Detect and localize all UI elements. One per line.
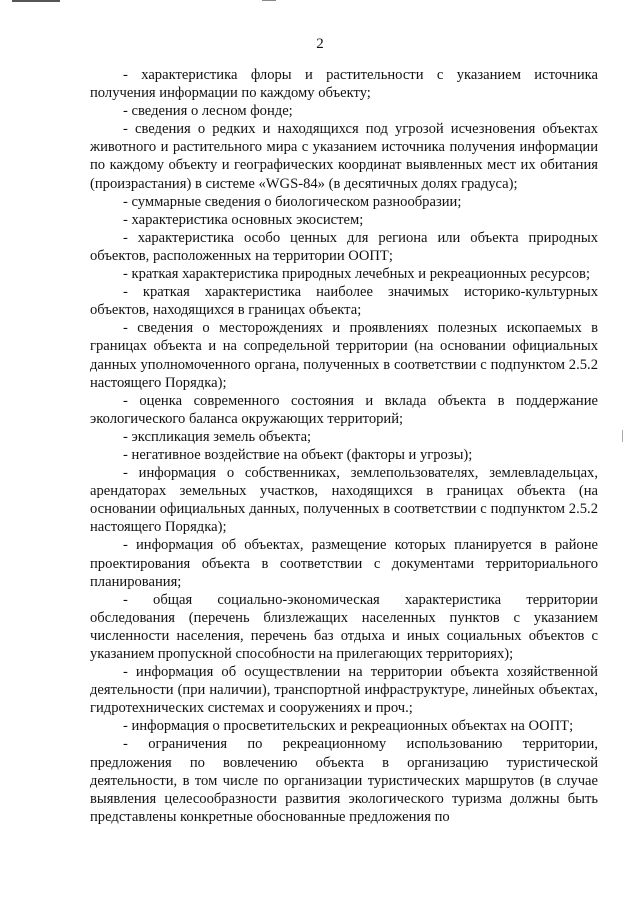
- list-item: - характеристика флоры и растительности с указанием источника получения информации по каждому объекту;: [90, 67, 598, 102]
- scan-artifact: [12, 0, 60, 2]
- list-item: - краткая характеристика природных лечебных и рекреационных ресурсов;: [123, 266, 591, 283]
- list-item: - общая социально-экономическая характеристика территории обследования (перечень близлежащих населенных пунктов с указанием численности населения, перечень баз отдыха и иных социальных объектов с указанием пропускной способности на прилегающих территориях);: [90, 591, 598, 662]
- list-item: - характеристика особо ценных для региона или объекта природных объектов, расположенных на территории ООПТ;: [90, 229, 598, 264]
- list-item: - негативное воздействие на объект (факторы и угрозы);: [123, 446, 473, 463]
- page-number: 2: [316, 36, 324, 52]
- list-item: - информация об осуществлении на территории объекта хозяйственной деятельности (при наличии), транспортной инфраструктуре, линейных объектах, гидротехнических системах и сооружениях и проч.;: [90, 664, 598, 717]
- document-body: [90, 66, 598, 826]
- list-item: - информация об объектах, размещение которых планируется в районе проектирования объекта в соответствии с документами территориального планирования;: [90, 537, 598, 590]
- list-item: - информация о просветительских и рекреационных объектах на ООПТ;: [123, 718, 574, 735]
- scan-artifact: [262, 0, 276, 1]
- list-item: - суммарные сведения о биологическом разнообразии;: [123, 193, 462, 210]
- list-item: - сведения о лесном фонде;: [123, 103, 293, 120]
- list-item: - характеристика основных экосистем;: [123, 211, 364, 228]
- list-item: - ограничения по рекреационному использованию территории, предложения по вовлечению объекта в организацию туристической деятельности, в том числе по организации туристических маршрутов (в случае выявления целесообразности развития экологического туризма должны быть представлены конкретные обоснованные предложения по: [90, 736, 598, 825]
- list-item: - краткая характеристика наиболее значимых историко-культурных объектов, находящихся в границах объекта;: [90, 284, 598, 319]
- list-item: - информация о собственниках, землепользователях, землевладельцах, арендаторах земельных участков, находящихся в границах объекта (на основании официальных данных, полученных в соответствии с подпунктом 2.5.2 настоящего Порядка);: [90, 465, 598, 536]
- list-item: - экспликация земель объекта;: [123, 428, 312, 445]
- list-item: - оценка современного состояния и вклада объекта в поддержание экологического баланса окружающих территорий;: [90, 392, 598, 427]
- list-item: - сведения о редких и находящихся под угрозой исчезновения объектах животного и растительного мира с указанием источника получения информации по каждому объекту и географических координат выявленных мест их обитания (произрастания) в системе «WGS-84» (в десятичных долях градуса);: [90, 121, 598, 192]
- scan-artifact: [622, 430, 623, 442]
- list-item: - сведения о месторождениях и проявлениях полезных ископаемых в границах объекта и на сопредельной территории (на основании официальных данных уполномоченного органа, полученных в соответствии с подпунктом 2.5.2 настоящего Порядка);: [90, 320, 598, 391]
